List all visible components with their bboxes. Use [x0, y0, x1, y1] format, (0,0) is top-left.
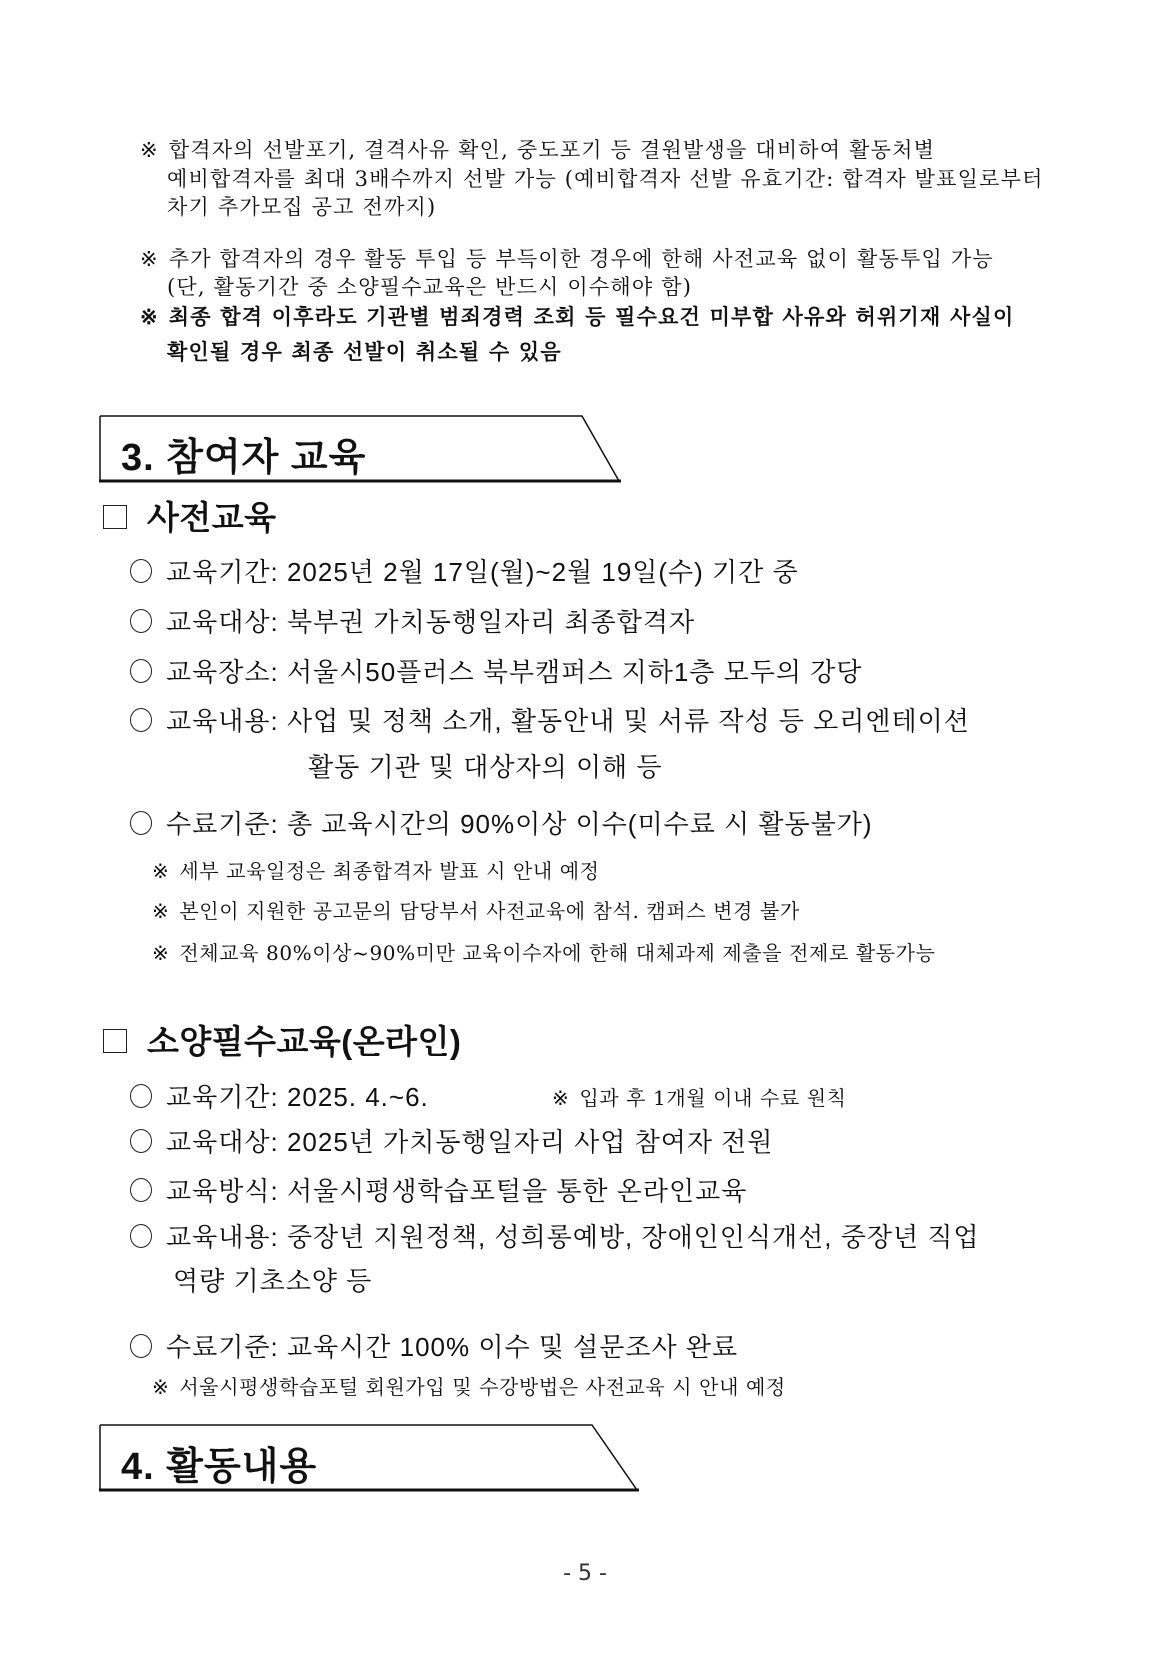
reference-mark: ※ — [152, 859, 170, 883]
req-edu-method — [130, 1178, 747, 1205]
note-text: 합격자의 선발포기, 결격사유 확인, 중도포기 등 결원발생을 대비하여 활동처별 — [168, 138, 936, 162]
item-value: 교육시간 100% 이수 및 설문조사 완료 — [286, 1332, 739, 1362]
section-3-header — [99, 414, 623, 484]
note-text: 전체교육 80%이상~90%미만 교육이수자에 한해 대체과제 제출을 전제로 활동가능 — [179, 941, 936, 965]
section-3-title: 3. 참여자 교육 — [121, 437, 367, 479]
reference-mark: ※ — [140, 304, 159, 329]
item-value: 중장년 지원정책, 성희롱예방, 장애인인식개선, 중장년 직업 — [286, 1222, 980, 1252]
note-cancellation-line-1 — [140, 306, 1014, 327]
note-text: 서울시평생학습포털 회원가입 및 수강방법은 사전교육 시 안내 예정 — [179, 1375, 786, 1399]
item-label: 교육장소: — [166, 657, 279, 687]
item-value: 서울시50플러스 북부캠퍼스 지하1층 모두의 강당 — [286, 657, 863, 687]
circle-bullet-icon — [130, 708, 152, 732]
circle-bullet-icon — [130, 1334, 152, 1358]
reference-mark: ※ — [152, 1375, 170, 1399]
item-label: 교육기간: — [166, 1082, 279, 1112]
note-text: 입과 후 1개월 이내 수료 원칙 — [579, 1086, 847, 1110]
req-edu-target — [130, 1129, 773, 1156]
item-label: 교육내용: — [166, 706, 279, 736]
pre-edu-note-substitute — [152, 943, 936, 963]
req-edu-period — [130, 1084, 429, 1111]
circle-bullet-icon — [130, 1224, 152, 1248]
reference-mark: ※ — [152, 941, 170, 965]
note-additional-line-1 — [140, 249, 994, 270]
note-reserve-line-1 — [140, 140, 935, 161]
item-label: 교육내용: — [166, 1222, 279, 1252]
pre-edu-content-continuation: 활동 기관 및 대상자의 이해 등 — [308, 752, 663, 782]
reference-mark: ※ — [140, 138, 159, 162]
item-label: 교육기간: — [166, 557, 279, 587]
req-edu-content — [130, 1224, 980, 1251]
reference-mark: ※ — [152, 899, 170, 923]
section-4-title: 4. 활동내용 — [121, 1446, 318, 1488]
note-text: 세부 교육일정은 최종합격자 발표 시 안내 예정 — [179, 859, 600, 883]
req-edu-period-note — [552, 1088, 847, 1108]
note-reserve-line-3: 차기 추가모집 공고 전까지) — [167, 195, 437, 219]
note-text: 본인이 지원한 공고문의 담당부서 사전교육에 참석. 캠퍼스 변경 불가 — [179, 899, 800, 923]
square-bullet-icon — [103, 1029, 127, 1053]
note-reserve-line-2: 예비합격자를 최대 3배수까지 선발 가능 (예비합격자 선발 유효기간: 합격자 발표일로부터 — [167, 167, 1044, 191]
item-value: 총 교육시간의 90%이상 이수(미수료 시 활동불가) — [286, 809, 873, 839]
reference-mark: ※ — [140, 247, 159, 271]
pre-edu-note-campus — [152, 901, 800, 921]
circle-bullet-icon — [130, 659, 152, 683]
page-number: - 5 - — [563, 1561, 607, 1586]
pre-edu-period — [130, 559, 799, 586]
req-edu-completion — [130, 1334, 738, 1361]
reference-mark: ※ — [552, 1086, 570, 1110]
circle-bullet-icon — [130, 609, 152, 633]
item-label: 수료기준: — [166, 809, 279, 839]
item-value: 2025. 4.~6. — [286, 1082, 429, 1112]
item-value: 서울시평생학습포털을 통한 온라인교육 — [286, 1176, 748, 1206]
item-value: 북부권 가치동행일자리 최종합격자 — [286, 607, 696, 637]
req-edu-content-continuation: 역량 기초소양 등 — [173, 1266, 373, 1296]
pre-edu-location — [130, 659, 862, 686]
subheading-text: 소양필수교육(온라인) — [147, 1023, 462, 1060]
note-text: 추가 합격자의 경우 활동 투입 등 부득이한 경우에 한해 사전교육 없이 활동투입 가능 — [168, 247, 994, 271]
item-label: 교육대상: — [166, 607, 279, 637]
item-label: 교육대상: — [166, 1127, 279, 1157]
item-label: 교육방식: — [166, 1176, 279, 1206]
req-edu-note-portal — [152, 1377, 786, 1397]
pre-edu-note-schedule — [152, 861, 600, 881]
circle-bullet-icon — [130, 1178, 152, 1202]
section-4-header — [99, 1423, 641, 1493]
subheading-pre-education — [103, 501, 277, 534]
pre-edu-completion — [130, 811, 873, 838]
circle-bullet-icon — [130, 559, 152, 583]
note-text: 최종 합격 이후라도 기관별 범죄경력 조회 등 필수요건 미부합 사유와 허위기재 사실이 — [168, 304, 1015, 329]
item-label: 수료기준: — [166, 1332, 279, 1362]
item-value: 사업 및 정책 소개, 활동안내 및 서류 작성 등 오리엔테이션 — [286, 706, 970, 736]
subheading-required-education — [103, 1025, 461, 1058]
pre-edu-target — [130, 609, 695, 636]
note-additional-line-2: (단, 활동기간 중 소양필수교육은 반드시 이수해야 함) — [167, 275, 693, 299]
square-bullet-icon — [103, 505, 127, 529]
item-value: 2025년 가치동행일자리 사업 참여자 전원 — [286, 1127, 774, 1157]
circle-bullet-icon — [130, 811, 152, 835]
item-value: 2025년 2월 17일(월)~2월 19일(수) 기간 중 — [286, 557, 799, 587]
circle-bullet-icon — [130, 1129, 152, 1153]
pre-edu-content — [130, 708, 970, 735]
circle-bullet-icon — [130, 1084, 152, 1108]
subheading-text: 사전교육 — [147, 499, 277, 536]
note-cancellation-line-2: 확인될 경우 최종 선발이 취소될 수 있음 — [167, 339, 562, 364]
